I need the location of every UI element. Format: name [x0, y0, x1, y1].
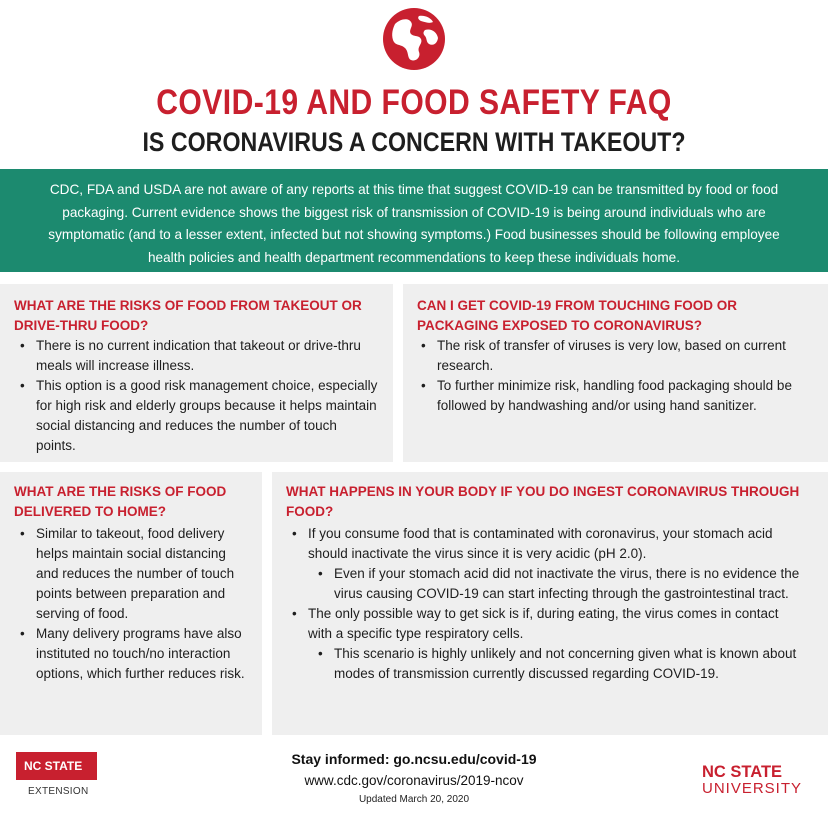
cdc-link[interactable]: www.cdc.gov/coronavirus/2019-ncov — [304, 773, 524, 788]
university-label: UNIVERSITY — [701, 780, 802, 797]
delivery-panel — [0, 472, 262, 735]
ingest-heading — [286, 482, 799, 522]
ingest-panel — [272, 472, 828, 735]
ingest-list — [290, 524, 802, 684]
globe-icon — [381, 6, 447, 72]
intro-banner — [0, 169, 828, 272]
list-item: • Similar to takeout, food delivery helps maintain social distancing and reduces the number of touch points between preparation and serving of food. — [18, 524, 246, 624]
banner-line: symptomatic (and to a lesser extent, infected but not showing symptoms.) Food businesses should be following employee — [48, 227, 780, 242]
takeout-list — [18, 336, 378, 456]
page-subtitle: IS CORONAVIRUS A CONCERN WITH TAKEOUT? — [142, 127, 686, 157]
list-item: • If you consume food that is contaminated with coronavirus, your stomach acid should inactivate the virus since it is very acidic (pH 2.0). — [290, 524, 802, 564]
takeout-heading — [14, 296, 362, 336]
sub-list-item: • Even if your stomach acid did not inactivate the virus, there is no evidence the virus causing COVID-19 can start infecting through the gastrointestinal tract. — [290, 564, 802, 604]
heading-line: DELIVERED TO HOME? — [14, 504, 167, 519]
list-item: • Many delivery programs have also instituted no touch/no interaction options, which further reduces risk. — [18, 624, 246, 684]
sub-list-item: • This scenario is highly unlikely and not concerning given what is known about modes of transmission currently discussed regarding COVID-19. — [290, 644, 802, 684]
nc-state-badge: NC STATE — [16, 752, 97, 780]
delivery-list — [18, 524, 246, 684]
delivery-heading — [14, 482, 226, 522]
university-name: NC STATE — [701, 763, 783, 781]
touching-panel — [403, 284, 828, 462]
heading-line: PACKAGING EXPOSED TO CORONAVIRUS? — [417, 318, 703, 333]
heading-line: WHAT HAPPENS IN YOUR BODY IF YOU DO INGEST CORONAVIRUS THROUGH — [286, 484, 800, 499]
list-item: • There is no current indication that takeout or drive-thru meals will increase illness. — [18, 336, 378, 376]
stay-informed-link[interactable]: Stay informed: go.ncsu.edu/covid-19 — [291, 751, 537, 767]
heading-line: CAN I GET COVID-19 FROM TOUCHING FOOD OR — [417, 298, 738, 313]
list-item: • The risk of transfer of viruses is very low, based on current research. — [419, 336, 819, 376]
heading-line: FOOD? — [286, 504, 334, 519]
banner-line: CDC, FDA and USDA are not aware of any reports at this time that suggest COVID-19 can be transmitted by food or food — [49, 182, 779, 197]
list-item: • The only possible way to get sick is if, during eating, the virus comes in contact with a specific type respiratory cells. — [290, 604, 802, 644]
heading-line: DRIVE-THRU FOOD? — [14, 318, 149, 333]
heading-line: WHAT ARE THE RISKS OF FOOD FROM TAKEOUT OR — [14, 298, 362, 313]
list-item: • To further minimize risk, handling food packaging should be followed by handwashing and/or using hand sanitizer. — [419, 376, 819, 416]
heading-line: WHAT ARE THE RISKS OF FOOD — [14, 484, 227, 499]
touching-heading — [417, 296, 737, 336]
takeout-panel — [0, 284, 393, 462]
extension-label: EXTENSION — [28, 786, 89, 797]
banner-line: packaging. Current evidence shows the biggest risk of transmission of COVID-19 is being around individuals who are — [62, 204, 766, 220]
page-title: COVID-19 AND FOOD SAFETY FAQ — [156, 83, 672, 122]
list-item: • This option is a good risk management choice, especially for high risk and elderly groups because it helps maintain social distancing and reduces the number of touch points. — [18, 376, 378, 456]
banner-line: health policies and health department recommendations to keep these individuals home. — [148, 249, 680, 265]
nc-state-university-logo — [702, 763, 802, 797]
touching-list — [419, 336, 819, 416]
updated-date: Updated March 20, 2020 — [358, 794, 470, 805]
